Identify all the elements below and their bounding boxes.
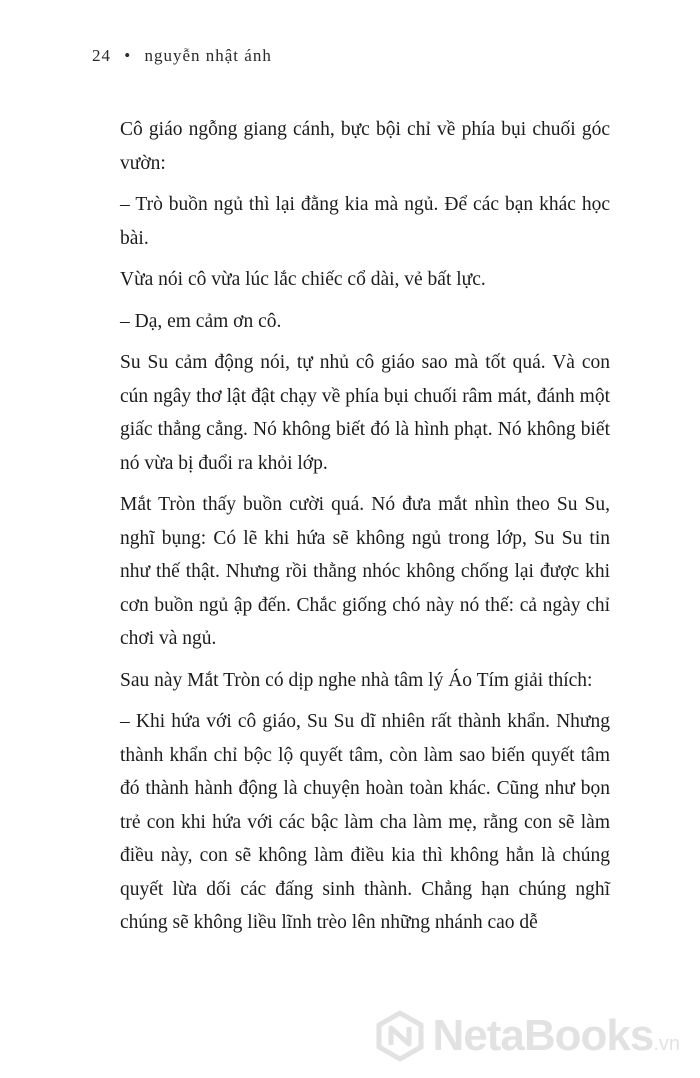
body-text: [120, 113, 610, 948]
header-separator: •: [124, 46, 132, 65]
watermark-tld: .vn: [653, 1033, 680, 1055]
paragraph: – Dạ, em cảm ơn cô.: [120, 310, 282, 332]
watermark-brand: NetaBooks.vn: [432, 1011, 680, 1060]
paragraph: Mắt Tròn thấy buồn cười quá. Nó đưa mắt nhìn theo Su Su, nghĩ bụng: Có lẽ khi hứa sẽ không ngủ trong lớp, Su Su tin như thế thật. Nhưng rồi thằng nhóc không chống lại được khi cơn buồn ngủ ập đến. Chắc giống chó này nó thế: cả ngày chỉ chơi và ngủ.: [120, 494, 610, 649]
paragraph: – Khi hứa với cô giáo, Su Su dĩ nhiên rất thành khẩn. Nhưng thành khẩn chỉ bộc lộ quyết tâm, còn làm sao biến quyết tâm đó thành hành động là chuyện hoàn toàn khác. Cũng như bọn trẻ con khi hứa với các bậc làm cha làm mẹ, rằng con sẽ làm điều này, con sẽ không làm điều kia thì không hẳn là chúng quyết lừa dối các đấng sinh thành. Chẳng hạn chúng nghĩ chúng sẽ không liều lĩnh trèo lên những nhánh cao dễ: [120, 711, 610, 933]
paragraph: – Trò buồn ngủ thì lại đằng kia mà ngủ. Để các bạn khác học bài.: [120, 194, 610, 249]
paragraph: Su Su cảm động nói, tự nhủ cô giáo sao mà tốt quá. Và con cún ngây thơ lật đật chạy về phía bụi chuối râm mát, đánh một giấc thẳng cẳng. Nó không biết đó là hình phạt. Nó không biết nó vừa bị đuổi ra khỏi lớp.: [120, 352, 610, 474]
paragraph: Cô giáo ngỗng giang cánh, bực bội chỉ về phía bụi chuối góc vườn:: [120, 119, 610, 174]
author-name: nguyễn nhật ánh: [144, 46, 272, 65]
paragraph: Sau này Mắt Tròn có dịp nghe nhà tâm lý Áo Tím giải thích:: [120, 669, 593, 691]
netabooks-logo-icon: [374, 1010, 426, 1062]
running-head: [92, 46, 272, 66]
page-number: 24: [92, 46, 111, 65]
paragraph: Vừa nói cô vừa lúc lắc chiếc cổ dài, vẻ bất lực.: [120, 269, 486, 290]
watermark: [374, 1010, 680, 1062]
